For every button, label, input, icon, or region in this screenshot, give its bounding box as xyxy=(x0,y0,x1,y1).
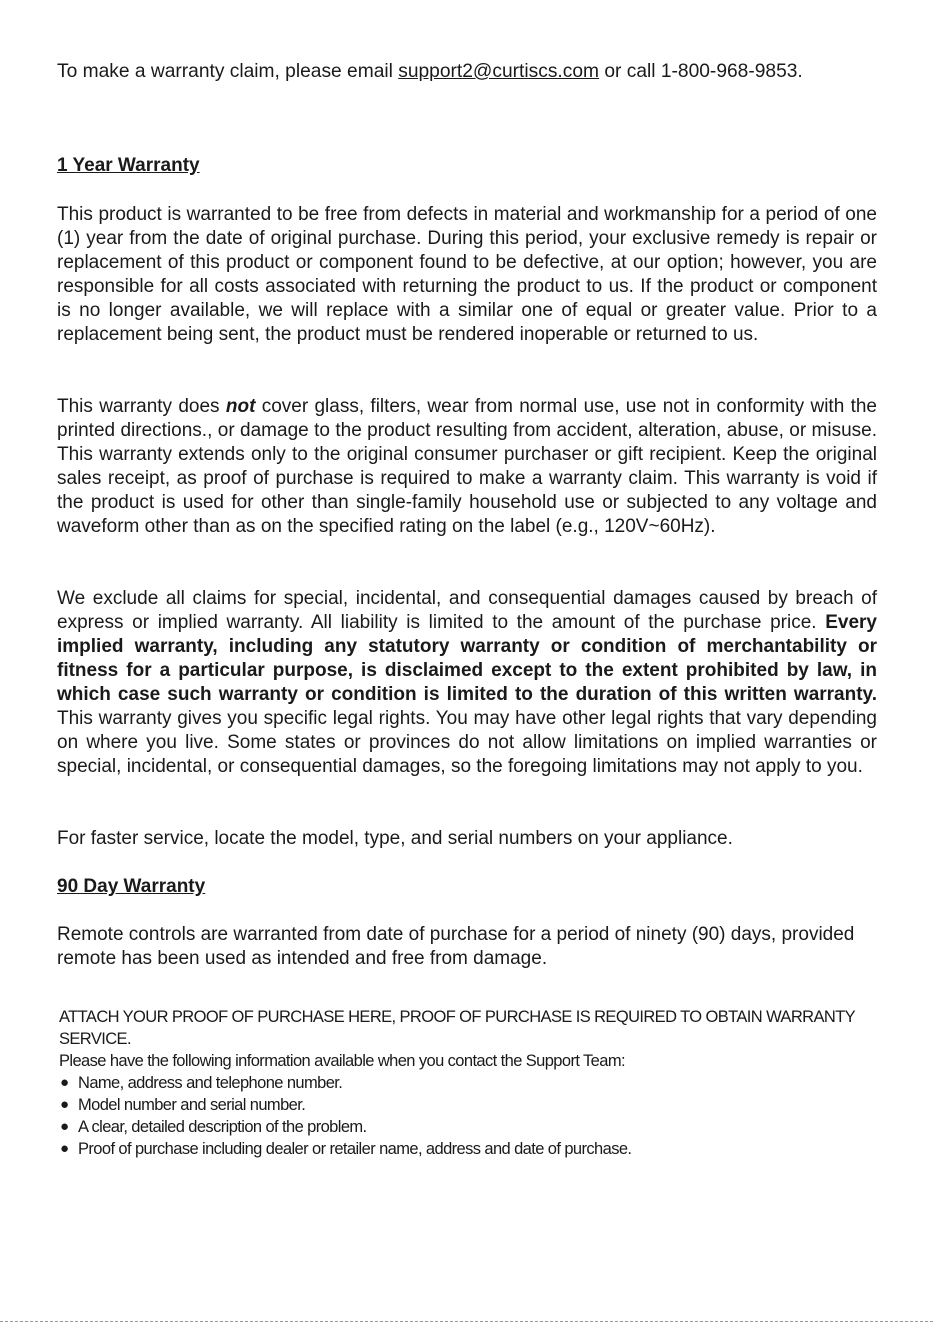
support-email-link[interactable]: support2@curtiscs.com xyxy=(398,61,600,82)
ninety-day-paragraph: Remote controls are warranted from date of purchase for a period of ninety (90) days, provided remote has been used as intended and free from damage. xyxy=(57,924,855,969)
one-year-paragraph-exclusions xyxy=(57,395,877,539)
one-year-warranty-heading: 1 Year Warranty xyxy=(57,155,200,176)
exclusions-text-b: cover glass, filters, wear from normal use, use not in conformity with the printed directions., or damage to the product resulting from accident, alteration, abuse, or misuse. This warranty extends only to the original consumer purchaser or gift recipient. Keep the original sales receipt, as proof of purchase is required to make a warranty claim. This warranty is void if the product is used for other than single-family household use or subjected to any voltage and waveform other than as on the specified rating on the label (e.g., 120V~60Hz). xyxy=(57,396,877,537)
list-item: ● Model number and serial number. xyxy=(60,1096,306,1114)
bullet-icon: ● xyxy=(60,1074,69,1091)
list-item: ● A clear, detailed description of the problem. xyxy=(60,1118,367,1136)
support-info-intro: Please have the following information available when you contact the Support Team: xyxy=(59,1052,625,1070)
bullet-icon: ● xyxy=(60,1096,69,1113)
liability-text-b: This warranty gives you specific legal rights. You may have other legal rights that vary depending on where you live. Some states or provinces do not allow limitations on implied warranties or special, incidental, or consequential damages, so the foregoing limitations may not apply to you. xyxy=(57,708,877,777)
one-year-paragraph-liability xyxy=(57,587,877,779)
proof-of-purchase-section xyxy=(59,1006,859,1160)
bullet-icon: ● xyxy=(60,1118,69,1135)
liability-text-a: We exclude all claims for special, incidental, and consequential damages caused by breach of express or implied warranty. All liability is limited to the amount of the purchase price. xyxy=(57,588,877,633)
contact-suffix: or call 1-800-968-9853. xyxy=(599,61,803,82)
one-year-paragraph-coverage: This product is warranted to be free from defects in material and workmanship for a period of one (1) year from the date of original purchase. During this period, your exclusive remedy is repair or replacement of this product or component found to be defective, at our option; however, you are responsible for all costs associated with returning the product to us. If the product or component is no longer available, we will replace with a similar one of equal or greater value. Prior to a replacement being sent, the product must be rendered inoperable or returned to us. xyxy=(57,204,877,345)
contact-line xyxy=(57,59,897,85)
ninety-day-warranty-heading: 90 Day Warranty xyxy=(57,876,206,897)
list-item: ● Name, address and telephone number. xyxy=(60,1074,343,1092)
exclusions-text-a: This warranty does xyxy=(57,396,226,417)
implied-warranty-disclaimer: Every implied warranty, including any statutory warranty or condition of merchantability or fitness for a particular purpose, is disclaimed except to the extent prohibited by law, in which case such warranty or condition is limited to the duration of this written warranty. xyxy=(57,612,877,705)
page-bottom-border xyxy=(0,1321,933,1322)
required-info-list xyxy=(59,1072,859,1160)
faster-service-note: For faster service, locate the model, type, and serial numbers on your appliance. xyxy=(57,828,733,849)
contact-prefix: To make a warranty claim, please email xyxy=(57,61,399,82)
bullet-icon: ● xyxy=(60,1140,69,1157)
list-item: ● Proof of purchase including dealer or retailer name, address and date of purchase. xyxy=(60,1140,632,1158)
proof-of-purchase-notice: ATTACH YOUR PROOF OF PURCHASE HERE, PROOF OF PURCHASE IS REQUIRED TO OBTAIN WARRANTY SERVICE. xyxy=(59,1008,855,1048)
not-emphasis: not xyxy=(225,396,256,417)
